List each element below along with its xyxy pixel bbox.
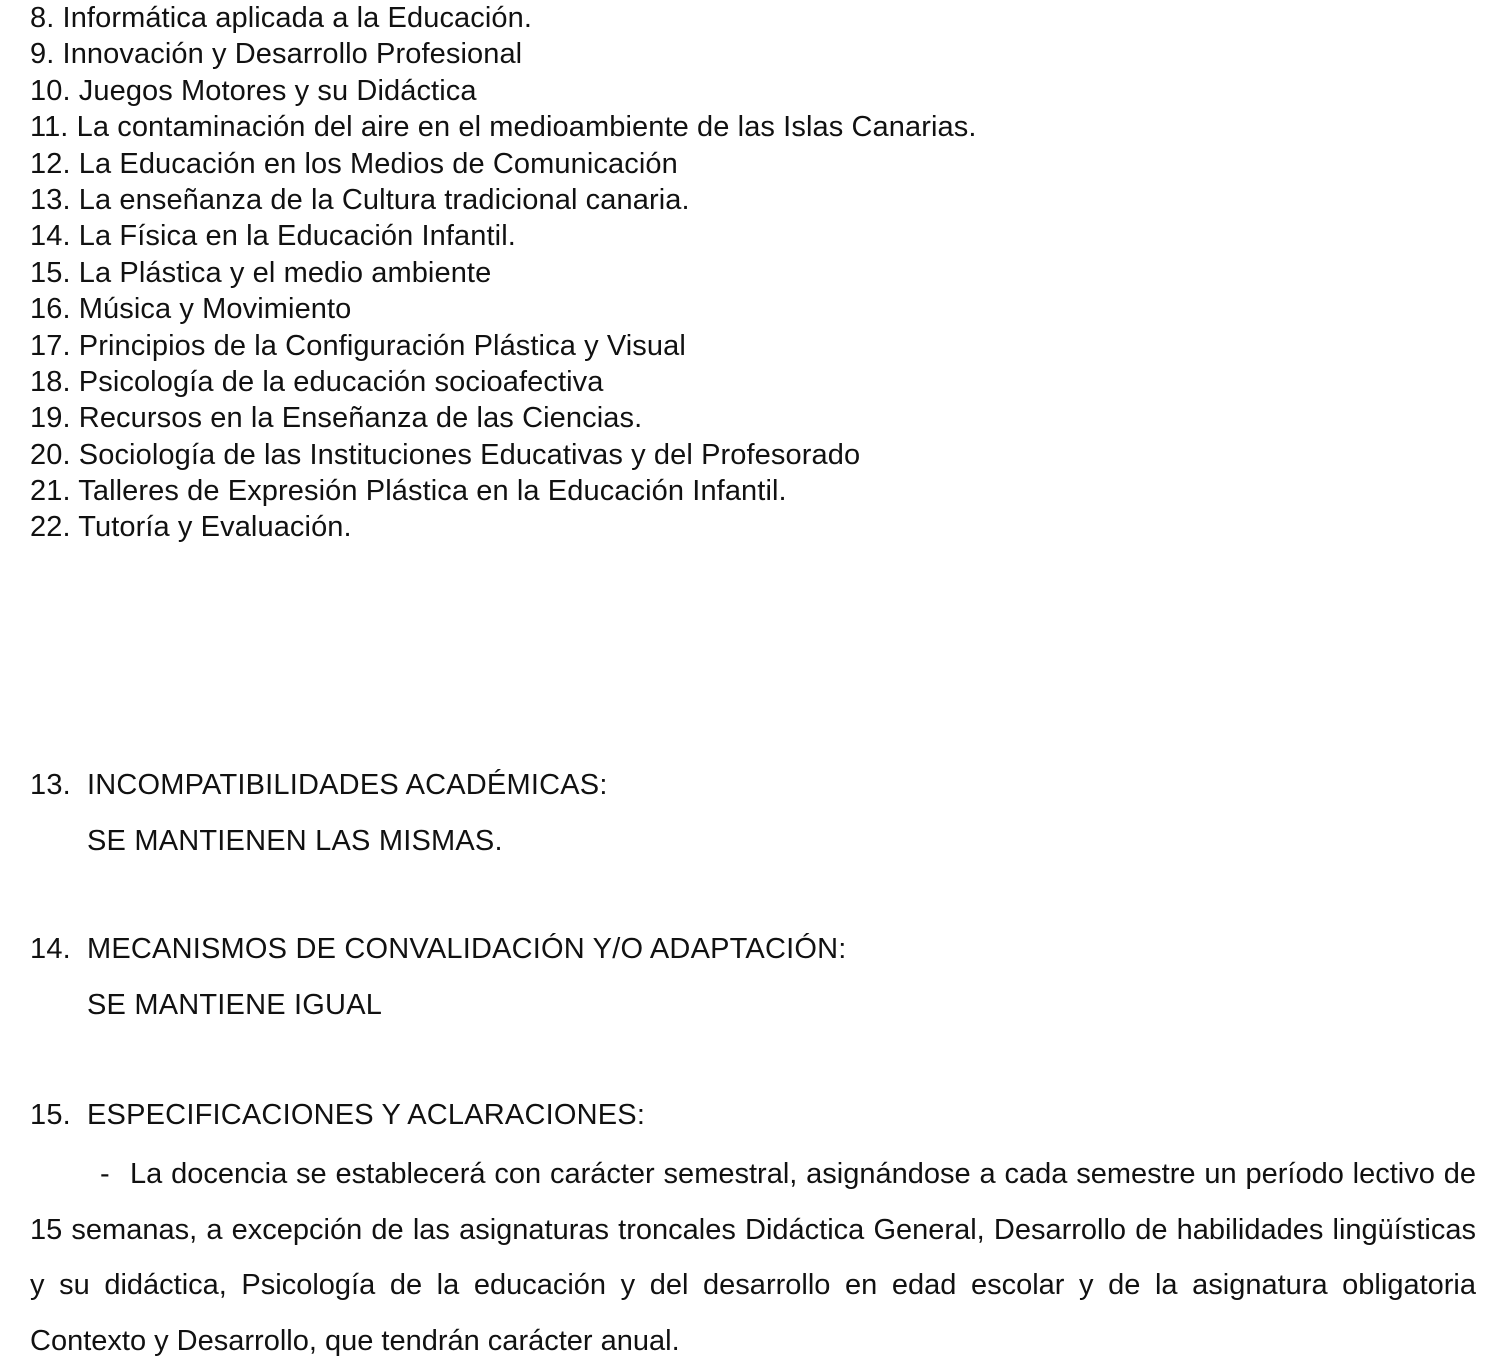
specifications-paragraph [30,1147,1476,1369]
section-title: ESPECIFICACIONES Y ACLARACIONES: [87,1099,646,1131]
section-number: 14. [30,933,71,965]
section-title: INCOMPATIBILIDADES ACADÉMICAS: [87,769,608,801]
course-list-item: 14. La Física en la Educación Infantil. [30,220,516,253]
course-list-item: 22. Tutoría y Evaluación. [30,511,352,544]
course-list-item: 20. Sociología de las Instituciones Educativas y del Profesorado [30,438,861,471]
course-list-item: 15. La Plástica y el medio ambiente [30,256,492,289]
section-heading-especificaciones [30,1097,645,1133]
section-body-convalidacion: SE MANTIENE IGUAL [87,989,383,1021]
specifications-text: La docencia se establecerá con carácter semestral, asignándose a cada semestre un período lectivo de 15 semanas, a excepción de las asignaturas troncales Didáctica General, Desarrollo de habilidades lingüísticas y su didáctica, Psicología de la educación y del desarrollo en edad escolar y de la asignatura obligatoria Contexto y Desarrollo, que tendrán carácter anual. [30,1158,1476,1357]
course-list-item: 18. Psicología de la educación socioafectiva [30,365,604,398]
course-list [30,0,977,546]
course-list-item: 21. Talleres de Expresión Plástica en la Educación Infantil. [30,475,787,508]
course-list-item: 9. Innovación y Desarrollo Profesional [30,38,523,71]
section-number: 13. [30,769,71,801]
section-title: MECANISMOS DE CONVALIDACIÓN Y/O ADAPTACIÓN: [87,933,847,965]
course-list-item: 12. La Educación en los Medios de Comunicación [30,147,678,180]
section-heading-incompatibilidades [30,767,608,803]
section-heading-convalidacion [30,931,847,967]
section-number: 15. [30,1099,71,1131]
course-list-item: 10. Juegos Motores y su Didáctica [30,74,477,107]
bullet-dash: - [100,1158,110,1190]
course-list-item: 17. Principios de la Configuración Plástica y Visual [30,329,686,362]
course-list-item: 13. La enseñanza de la Cultura tradicional canaria. [30,183,690,216]
course-list-item: 8. Informática aplicada a la Educación. [30,2,533,34]
section-body-incompatibilidades: SE MANTIENEN LAS MISMAS. [87,825,503,857]
course-list-item: 16. Música y Movimiento [30,293,352,326]
course-list-item: 11. La contaminación del aire en el medioambiente de las Islas Canarias. [30,111,977,144]
course-list-item: 19. Recursos en la Enseñanza de las Ciencias. [30,402,643,435]
